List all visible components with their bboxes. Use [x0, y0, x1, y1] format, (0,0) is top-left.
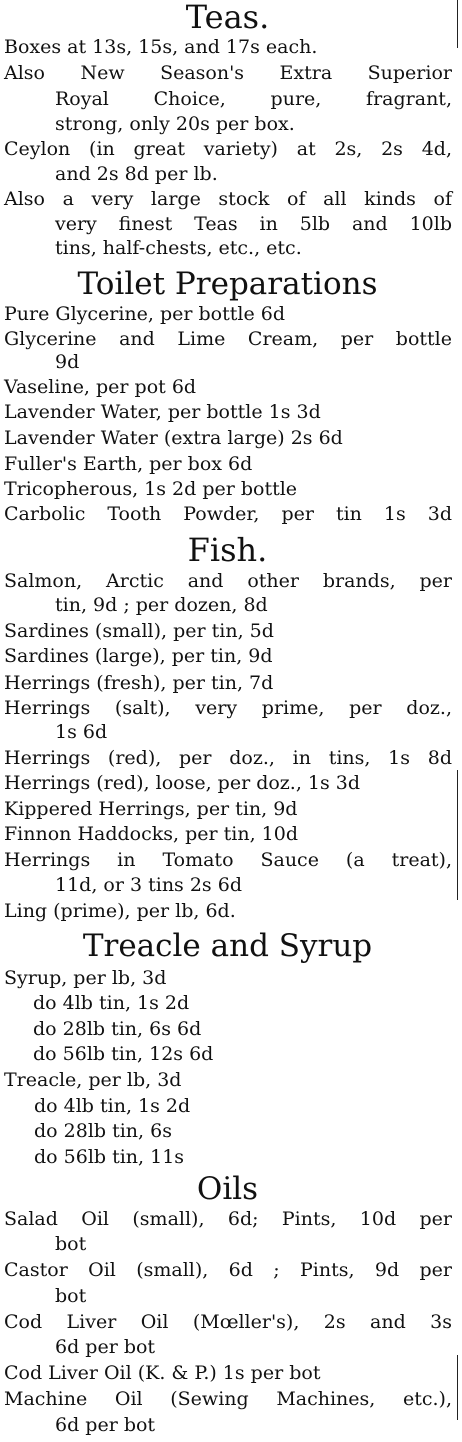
- column-rule: [457, 1355, 458, 1420]
- teas-heading: Teas.: [185, 0, 270, 36]
- list-item: Royal Choice, pure, fragrant,: [55, 88, 452, 110]
- list-item: do 4lb tin, 1s 2d: [34, 1095, 191, 1117]
- list-item: do 28lb tin, 6s 6d: [33, 1018, 202, 1040]
- list-item: Ceylon (in great variety) at 2s, 2s 4d,: [4, 138, 452, 160]
- list-item: Finnon Haddocks, per tin, 10d: [4, 823, 298, 845]
- list-item: Cod Liver Oil (Mœller's), 2s and 3s: [4, 1311, 452, 1333]
- list-item: Ling (prime), per lb, 6d.: [4, 900, 236, 922]
- list-item: Also New Season's Extra Superior: [4, 62, 452, 84]
- column-rule: [457, 770, 458, 900]
- list-item: 1s 6d: [55, 721, 108, 743]
- list-item: 6d per bot: [55, 1414, 156, 1436]
- list-item: Fuller's Earth, per box 6d: [4, 453, 253, 475]
- list-item: Sardines (large), per tin, 9d: [4, 645, 273, 667]
- list-item: Sardines (small), per tin, 5d: [4, 620, 274, 642]
- oils-heading: Oils: [196, 1171, 259, 1207]
- list-item: Cod Liver Oil (K. & P.) 1s per bot: [4, 1362, 321, 1384]
- list-item: Also a very large stock of all kinds of: [4, 188, 452, 210]
- toilet-preparations-heading: Toilet Preparations: [77, 266, 378, 302]
- list-item: 6d per bot: [55, 1336, 156, 1358]
- list-item: Carbolic Tooth Powder, per tin 1s 3d: [4, 503, 452, 525]
- list-item: Salad Oil (small), 6d; Pints, 10d per: [4, 1208, 452, 1230]
- list-item: Herrings (red), per doz., in tins, 1s 8d: [4, 747, 452, 769]
- list-item: tins, half-chests, etc., etc.: [55, 237, 302, 259]
- column-rule: [457, 0, 458, 48]
- treacle-and-syrup-heading: Treacle and Syrup: [82, 928, 373, 964]
- list-item: tin, 9d ; per dozen, 8d: [55, 594, 268, 616]
- list-item: strong, only 20s per box.: [55, 113, 295, 135]
- list-item: Herrings (salt), very prime, per doz.,: [4, 697, 452, 719]
- list-item: Salmon, Arctic and other brands, per: [4, 570, 452, 592]
- list-item: Lavender Water (extra large) 2s 6d: [4, 427, 343, 449]
- list-item: do 4lb tin, 1s 2d: [33, 992, 190, 1014]
- list-item: Treacle, per lb, 3d: [4, 1069, 182, 1091]
- list-item: Kippered Herrings, per tin, 9d: [4, 798, 298, 820]
- list-item: 9d: [55, 351, 80, 373]
- list-item: Glycerine and Lime Cream, per bottle: [4, 328, 452, 350]
- list-item: Castor Oil (small), 6d ; Pints, 9d per: [4, 1259, 452, 1281]
- list-item: Herrings (fresh), per tin, 7d: [4, 672, 274, 694]
- list-item: Boxes at 13s, 15s, and 17s each.: [4, 36, 318, 58]
- list-item: Pure Glycerine, per bottle 6d: [4, 303, 285, 325]
- list-item: do 28lb tin, 6s: [34, 1120, 172, 1142]
- list-item: bot: [55, 1233, 87, 1255]
- list-item: 11d, or 3 tins 2s 6d: [55, 874, 242, 896]
- list-item: do 56lb tin, 12s 6d: [33, 1043, 214, 1065]
- list-item: do 56lb tin, 11s: [34, 1146, 185, 1168]
- list-item: Lavender Water, per bottle 1s 3d: [4, 401, 321, 423]
- list-item: Tricopherous, 1s 2d per bottle: [4, 478, 298, 500]
- list-item: Syrup, per lb, 3d: [4, 967, 167, 989]
- list-item: Herrings in Tomato Sauce (a treat),: [4, 849, 452, 871]
- list-item: bot: [55, 1285, 87, 1307]
- list-item: and 2s 8d per lb.: [55, 163, 218, 185]
- list-item: Herrings (red), loose, per doz., 1s 3d: [4, 772, 361, 794]
- list-item: very finest Teas in 5lb and 10lb: [55, 213, 452, 235]
- list-item: Machine Oil (Sewing Machines, etc.),: [4, 1388, 452, 1410]
- fish-heading: Fish.: [187, 531, 268, 569]
- list-item: Vaseline, per pot 6d: [4, 376, 197, 398]
